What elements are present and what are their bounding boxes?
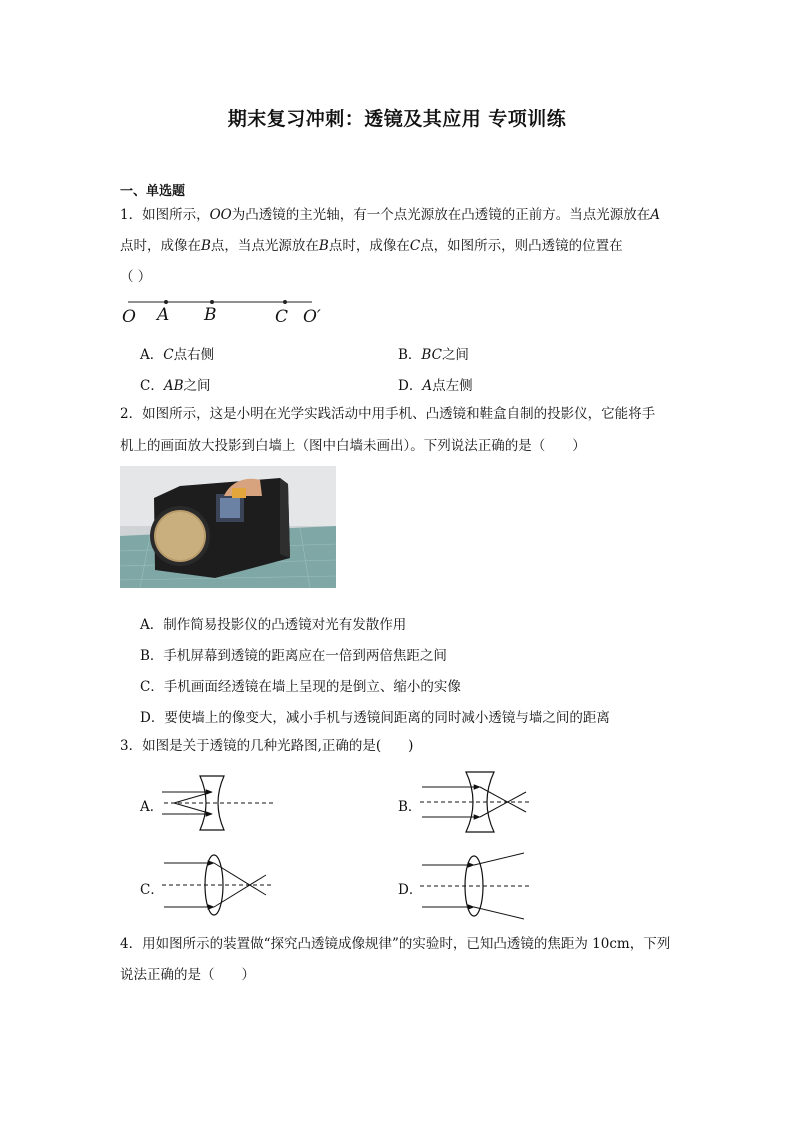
q3-option-d-label[interactable]: D． (398, 882, 423, 898)
q1-line-1: 1．如图所示，OO为凸透镜的主光轴，有一个点光源放在凸透镜的正前方。当点光源放在A (120, 207, 660, 223)
q3-diagram-a[interactable] (162, 772, 274, 834)
axis-label-a: A (157, 305, 170, 325)
point-a (164, 300, 168, 304)
q1-option-d[interactable]: D．A点左侧 (398, 378, 473, 394)
q3-diagram-d[interactable] (420, 853, 532, 919)
q1-option-c[interactable]: C．AB之间 (140, 378, 211, 394)
q3-option-b-label[interactable]: B． (398, 799, 422, 815)
axis-label-o-prime: O′ (303, 307, 321, 327)
q2-line-1: 2．如图所示，这是小明在光学实践活动中用手机、凸透镜和鞋盒自制的投影仪，它能将手 (120, 406, 656, 422)
q1-axis-diagram (120, 296, 330, 326)
point-b (210, 300, 214, 304)
q2-projector-photo (120, 466, 336, 588)
q1-line-3: （ ） (120, 269, 152, 285)
q2-option-d[interactable]: D．要使墙上的像变大，减小手机与透镜间距离的同时减小透镜与墙之间的距离 (140, 710, 610, 726)
q3-option-a-label[interactable]: A． (140, 799, 164, 815)
q3-line-1: 3．如图是关于透镜的几种光路图,正确的是( ) (120, 738, 414, 754)
q1-option-a[interactable]: A．C点右侧 (140, 347, 215, 363)
axis-label-c: C (275, 307, 289, 327)
q4-line-2: 说法正确的是（ ） (120, 967, 255, 983)
axis-label-b: B (204, 305, 217, 325)
page-title: 期末复习冲刺：透镜及其应用 专项训练 (227, 108, 567, 130)
q3-option-c-label[interactable]: C． (140, 882, 164, 898)
q2-option-b[interactable]: B．手机屏幕到透镜的距离应在一倍到两倍焦距之间 (140, 648, 447, 664)
q3-diagram-b[interactable] (420, 770, 532, 834)
q3-diagram-c[interactable] (162, 853, 274, 917)
q2-line-2: 机上的画面放大投影到白墙上（图中白墙未画出）。下列说法正确的是（ ） (120, 438, 586, 454)
section-heading: 一、单选题 (120, 184, 186, 199)
point-c (283, 300, 287, 304)
q2-option-a[interactable]: A．制作简易投影仪的凸透镜对光有发散作用 (140, 617, 407, 633)
q2-option-c[interactable]: C．手机画面经透镜在墙上呈现的是倒立、缩小的实像 (140, 679, 461, 695)
axis-label-o: O (122, 307, 136, 327)
q1-option-b[interactable]: B．BC之间 (398, 347, 469, 363)
q1-line-2: 点时，成像在B点，当点光源放在B点时，成像在C点，如图所示，则凸透镜的位置在 (120, 238, 623, 254)
q4-line-1: 4．用如图所示的装置做“探究凸透镜成像规律”的实验时，已知凸透镜的焦距为 10cm，下列 (120, 936, 671, 952)
